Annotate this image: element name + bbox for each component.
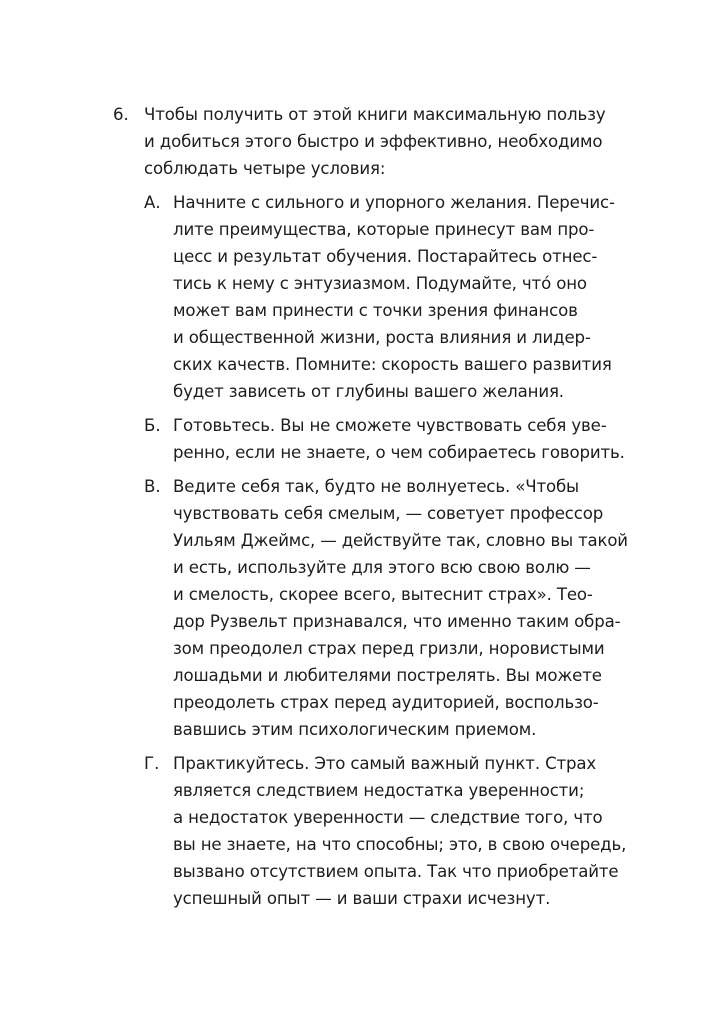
sub-item-marker: А. xyxy=(144,193,161,212)
paragraph-line: Ведите себя так, будто не волнуетесь. «Чтобы xyxy=(173,477,580,496)
paragraph-line: лошадьми и любителями пострелять. Вы можете xyxy=(173,666,602,685)
paragraph-line: преодолеть страх перед аудиторией, воспользо- xyxy=(173,693,599,712)
paragraph-line: ренно, если не знаете, о чем собираетесь говорить. xyxy=(173,443,625,462)
paragraph-line: чувствовать себя смелым, — советует профессор xyxy=(173,504,604,523)
paragraph-line: Уильям Джеймс, — действуйте так, словно вы такой xyxy=(173,531,628,550)
sub-item-marker: Г. xyxy=(144,754,160,773)
paragraph-line: тись к нему с энтузиазмом. Подумайте, что́ оно xyxy=(173,274,587,293)
sub-item-marker: В. xyxy=(144,477,161,496)
paragraph-line: будет зависеть от глубины вашего желания. xyxy=(173,382,564,401)
paragraph-line: успешный опыт — и ваши страхи исчезнут. xyxy=(173,889,551,908)
paragraph-line: Практикуйтесь. Это самый важный пункт. Страх xyxy=(173,754,597,773)
paragraph-line: лите преимущества, которые принесут вам про- xyxy=(173,220,595,239)
paragraph-line: вавшись этим психологическим приемом. xyxy=(173,720,537,739)
list-number: 6. xyxy=(113,105,129,124)
paragraph-line: Начните с сильного и упорного желания. Перечис- xyxy=(173,193,615,212)
paragraph-line: вы не знаете, на что способны; это, в свою очередь, xyxy=(173,835,627,854)
paragraph-line: цесс и результат обучения. Постарайтесь отнес- xyxy=(173,247,598,266)
paragraph-line: Готовьтесь. Вы не сможете чувствовать себя уве- xyxy=(173,416,607,435)
paragraph-line: а недостаток уверенности — следствие того, что xyxy=(173,808,603,827)
paragraph-line: зом преодолел страх перед гризли, норовистыми xyxy=(173,639,605,658)
paragraph-line: ских качеств. Помните: скорость вашего развития xyxy=(173,355,612,374)
paragraph-line: может вам принести с точки зрения финансов xyxy=(173,301,578,320)
paragraph-line: и общественной жизни, роста влияния и лидер- xyxy=(173,328,591,347)
sub-item-marker: Б. xyxy=(144,416,161,435)
paragraph-line: соблюдать четыре условия: xyxy=(144,159,386,178)
paragraph-line: и добиться этого быстро и эффективно, необходимо xyxy=(144,132,603,151)
paragraph-line: вызвано отсутствием опыта. Так что приобретайте xyxy=(173,862,619,881)
paragraph-line: Чтобы получить от этой книги максимальную пользу xyxy=(144,105,606,124)
paragraph-line: и есть, используйте для этого всю свою волю — xyxy=(173,558,591,577)
paragraph-line: дор Рузвельт признавался, что именно таким обра- xyxy=(173,612,621,631)
paragraph-line: является следствием недостатка уверенности; xyxy=(173,781,585,800)
paragraph-line: и смелость, скорее всего, вытеснит страх». Тео- xyxy=(173,585,593,604)
